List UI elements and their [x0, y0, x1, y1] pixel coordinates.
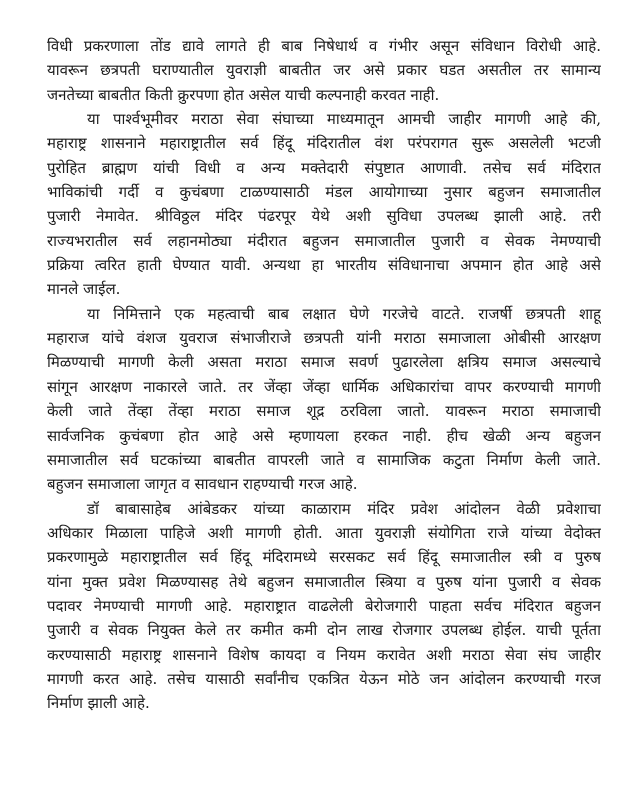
text-line: भाविकांची गर्दी व कुचंबणा टाळण्यासाठी मंडल आयोगाच्या नुसार बहुजन समाजातील: [47, 183, 601, 202]
text-line: बहुजन समाजाला जागृत व सावधान राहण्याची गरज आहे.: [47, 475, 358, 494]
paragraph-4: [47, 497, 601, 716]
text-line: निर्माण झाली आहे.: [47, 694, 150, 713]
paragraph-1: [47, 34, 601, 107]
text-line: पदावर नेमण्याची मागणी आहे. महाराष्ट्रात वाढलेली बेरोजगारी पाहता सर्वच मंदिरात बहुजन: [47, 596, 601, 615]
document-body: [47, 34, 601, 716]
text-line: यावरून छत्रपती घराण्यातील युवराज्ञी बाबतीत जर असे प्रकार घडत असतील तर सामान्य: [47, 61, 601, 80]
text-line: पुजारी व सेवक नियुक्त केले तर कमीत कमी दोन लाख रोजगार उपलब्ध होईल. याची पूर्तता: [47, 621, 601, 640]
text-line: समाजातील सर्व घटकांच्या बाबतीत वापरली जाते व सामाजिक कटुता निर्माण केली जाते.: [47, 450, 601, 469]
text-line: करण्यासाठी महाराष्ट्र शासनाने विशेष कायदा व नियम करावेत अशी मराठा सेवा संघ जाहीर: [47, 645, 601, 664]
text-line: पुजारी नेमावेत. श्रीविठ्ठल मंदिर पंढरपूर येथे अशी सुविधा उपलब्ध झाली आहे. तरी: [47, 207, 601, 226]
paragraph-2: [47, 107, 601, 302]
text-line: मागणी करत आहे. तसेच यासाठी सर्वांनीच एकत्रित येऊन मोठे जन आंदोलन करण्याची गरज: [47, 669, 601, 688]
text-line: केली जाते तेंव्हा तेंव्हा मराठा समाज शूद्र ठरविला जातो. यावरून मराठा समाजाची: [47, 402, 601, 421]
text-line: राज्यभरातील सर्व लहानमोठ्या मंदीरात बहुजन समाजातील पुजारी व सेवक नेमण्याची: [47, 231, 601, 250]
text-line: पुरोहित ब्राह्मण यांची विधी व अन्य मक्तेदारी संपुष्टात आणावी. तसेच सर्व मंदिरात: [47, 158, 601, 177]
text-line: यांना मुक्त प्रवेश मिळण्यासह तेथे बहुजन समाजातील स्त्रिया व पुरुष यांना पुजारी व सेवक: [47, 572, 601, 591]
text-line: जनतेच्या बाबतीत किती क्रुरपणा होत असेल याची कल्पनाही करवत नाही.: [47, 85, 440, 104]
text-line: मानले जाईल.: [47, 280, 121, 299]
text-line: या निमित्ताने एक महत्वाची बाब लक्षात घेणे गरजेचे वाटते. राजर्षी छत्रपती शाहू: [87, 304, 601, 323]
text-line: मिळण्याची मागणी केली असता मराठा समाज सवर्ण पुढारलेला क्षत्रिय समाज असल्याचे: [47, 353, 601, 372]
text-line: सांगून आरक्षण नाकारले जाते. तर जेंव्हा जेंव्हा धार्मिक अधिकारांचा वापर करण्याची मागणी: [47, 377, 601, 396]
text-line: विधी प्रकरणाला तोंड द्यावे लागते ही बाब निषेधार्थ व गंभीर असून संविधान विरोधी आहे.: [47, 37, 601, 55]
text-line: महाराष्ट्र शासनाने महाराष्ट्रातील सर्व हिंदू मंदिरातील वंश परंपरागत सुरू असलेली भटजी: [47, 134, 601, 153]
text-line: प्रकरणामुळे महाराष्ट्रातील सर्व हिंदू मंदिरामध्ये सरसकट सर्व हिंदू समाजातील स्त्री व पुरुष: [47, 548, 601, 567]
text-line: महाराज यांचे वंशज युवराज संभाजीराजे छत्रपती यांनी मराठा समाजाला ओबीसी आरक्षण: [47, 329, 601, 348]
text-line: डॉ बाबासाहेब आंबेडकर यांच्या काळाराम मंदिर प्रवेश आंदोलन वेळी प्रवेशाचा: [87, 499, 601, 518]
text-line: सार्वजनिक कुचंबणा होत आहे असे म्हणायला हरकत नाही. हीच खेळी अन्य बहुजन: [47, 426, 601, 445]
text-line: प्रक्रिया त्वरित हाती घेण्यात यावी. अन्यथा हा भारतीय संविधानाचा अपमान होत आहे असे: [47, 256, 601, 275]
paragraph-3: [47, 302, 601, 497]
text-line: या पार्श्वभूमीवर मराठा सेवा संघाच्या माध्यमातून आमची जाहीर मागणी आहे की,: [87, 110, 601, 129]
text-line: अधिकार मिळाला पाहिजे अशी मागणी होती. आता युवराज्ञी संयोगिता राजे यांच्या वेदोक्त: [47, 523, 601, 542]
